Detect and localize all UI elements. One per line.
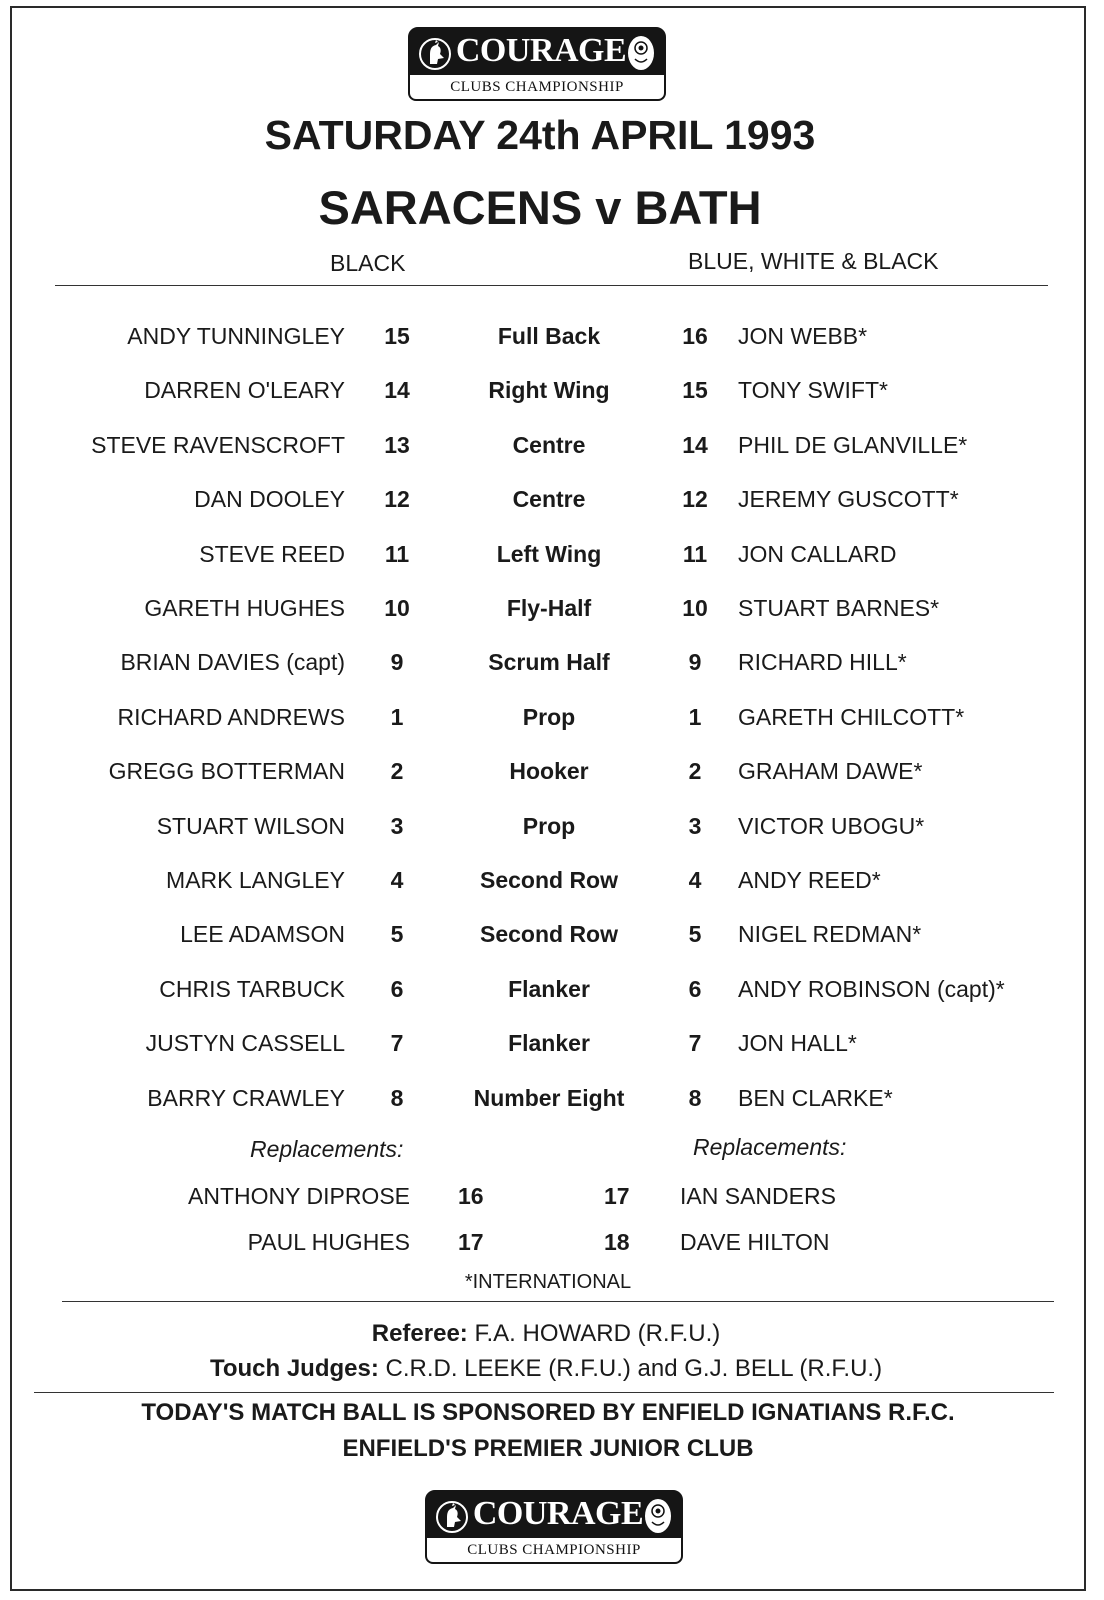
home-replacement-name: PAUL HUGHES [247,1229,410,1255]
away-player-number: 6 [688,976,702,1002]
away-player-number: 16 [682,323,708,349]
away-player-name: GARETH CHILCOTT* [738,704,965,730]
logo-subtitle: CLUBS CHAMPIONSHIP [408,75,666,101]
position-label: Second Row [479,921,618,947]
home-player-number: 7 [390,1030,404,1056]
international-footnote: *INTERNATIONAL [464,1271,632,1293]
away-player-name: JON WEBB* [738,323,868,349]
position-label: Second Row [479,867,618,893]
away-replacement-number: 18 [604,1229,630,1255]
home-player-number: 6 [390,976,404,1002]
away-replacements-label: Replacements: [693,1134,847,1160]
position-label: Scrum Half [488,649,610,675]
home-replacements-label: Replacements: [250,1136,404,1162]
position-label: Centre [512,432,586,458]
player-row [0,486,1080,516]
away-replacement-name: IAN SANDERS [680,1183,836,1209]
home-player-name: ANDY TUNNINGLEY [127,323,345,349]
player-row [0,649,1080,679]
courage-logo-top [408,27,666,101]
home-replacement-name: ANTHONY DIPROSE [188,1183,410,1209]
away-player-number: 5 [688,921,702,947]
home-player-name: MARK LANGLEY [166,867,345,893]
home-player-number: 3 [390,813,404,839]
away-player-name: ANDY ROBINSON (capt)* [738,976,1005,1002]
logo-banner [425,1490,683,1540]
home-player-number: 14 [384,377,410,403]
home-player-name: STEVE RAVENSCROFT [91,432,345,458]
player-row [0,377,1080,407]
courage-logo-bottom [425,1490,683,1564]
referee-label: Referee: [371,1320,468,1347]
home-player-name: RICHARD ANDREWS [117,704,345,730]
position-label: Centre [512,486,586,512]
logo-banner [408,27,666,77]
away-player-number: 12 [682,486,708,512]
home-player-number: 13 [384,432,410,458]
away-replacement-number: 17 [604,1183,630,1209]
player-row [0,921,1080,951]
away-player-number: 10 [682,595,708,621]
player-row [0,432,1080,462]
away-player-name: STUART BARNES* [738,595,940,621]
home-replacement-number: 16 [458,1183,484,1209]
home-player-number: 11 [384,541,410,567]
officials-divider [34,1392,1054,1393]
away-player-number: 14 [682,432,708,458]
home-player-number: 1 [390,704,404,730]
home-replacement-number: 17 [458,1229,484,1255]
home-player-number: 4 [390,867,404,893]
away-player-name: PHIL DE GLANVILLE* [738,432,968,458]
away-player-number: 7 [688,1030,702,1056]
player-row [0,1030,1080,1060]
home-player-name: BRIAN DAVIES (capt) [120,649,345,675]
home-player-name: LEE ADAMSON [180,921,345,947]
away-player-name: JON HALL* [738,1030,857,1056]
home-player-name: DAN DOOLEY [194,486,345,512]
home-player-name: CHRIS TARBUCK [159,976,345,1002]
home-player-number: 12 [384,486,410,512]
away-player-name: TONY SWIFT* [738,377,888,403]
touch-judges-names: C.R.D. LEEKE (R.F.U.) and G.J. BELL (R.F.U.) [385,1355,883,1382]
position-label: Flanker [508,976,590,1002]
cockerel-icon [435,1497,469,1537]
position-label: Left Wing [496,541,602,567]
away-replacement-name: DAVE HILTON [680,1229,830,1255]
logo-brand: COURAGE [472,1495,644,1532]
footnote-divider [62,1301,1054,1302]
home-player-name: STUART WILSON [156,813,345,839]
away-player-name: BEN CLARKE* [738,1085,893,1111]
away-player-name: RICHARD HILL* [738,649,907,675]
away-player-name: GRAHAM DAWE* [738,758,923,784]
away-player-number: 1 [688,704,702,730]
away-colours: BLUE, WHITE & BLACK [688,248,939,274]
player-row [0,541,1080,571]
header-divider [55,285,1048,286]
home-colours: BLACK [330,250,406,276]
home-player-number: 8 [390,1085,404,1111]
rose-icon [626,33,656,73]
player-row [0,595,1080,625]
position-label: Full Back [497,323,601,349]
fixture-title: SARACENS v BATH [318,181,762,234]
cockerel-icon [418,34,452,74]
away-player-number: 15 [682,377,708,403]
position-label: Prop [522,813,576,839]
match-date: SATURDAY 24th APRIL 1993 [264,112,816,158]
away-player-name: JEREMY GUSCOTT* [738,486,959,512]
home-player-name: JUSTYN CASSELL [145,1030,345,1056]
home-player-number: 2 [390,758,404,784]
player-row [0,323,1080,353]
sponsor-line-2: ENFIELD'S PREMIER JUNIOR CLUB [342,1435,754,1462]
position-label: Right Wing [488,377,610,403]
away-player-number: 9 [688,649,702,675]
rose-icon [643,1496,673,1536]
sponsor-line-1: TODAY'S MATCH BALL IS SPONSORED BY ENFIELD IGNATIANS R.F.C. [141,1399,955,1426]
player-row [0,867,1080,897]
position-label: Number Eight [473,1085,625,1111]
home-player-name: STEVE REED [199,541,345,567]
away-player-name: VICTOR UBOGU* [738,813,925,839]
position-label: Fly-Half [506,595,592,621]
touch-judges-label: Touch Judges: [209,1355,379,1382]
position-label: Flanker [508,1030,590,1056]
position-label: Hooker [509,758,589,784]
player-row [0,813,1080,843]
away-player-number: 4 [688,867,702,893]
position-label: Prop [522,704,576,730]
away-player-number: 8 [688,1085,702,1111]
away-player-name: NIGEL REDMAN* [738,921,922,947]
home-player-name: GREGG BOTTERMAN [108,758,345,784]
referee-line [0,1320,1092,1348]
player-row [0,1085,1080,1115]
home-player-number: 15 [384,323,410,349]
home-player-number: 9 [390,649,404,675]
home-player-name: DARREN O'LEARY [144,377,345,403]
player-row [0,704,1080,734]
away-player-number: 2 [688,758,702,784]
player-row [0,758,1080,788]
away-player-number: 3 [688,813,702,839]
away-player-number: 11 [682,541,708,567]
away-player-name: JON CALLARD [738,541,897,567]
logo-subtitle: CLUBS CHAMPIONSHIP [425,1538,683,1564]
touch-judges-line [0,1355,1092,1383]
page-border [10,6,1086,1591]
home-player-name: GARETH HUGHES [144,595,345,621]
home-player-name: BARRY CRAWLEY [147,1085,345,1111]
home-player-number: 5 [390,921,404,947]
player-row [0,976,1080,1006]
referee-name: F.A. HOWARD (R.F.U.) [474,1320,721,1347]
away-player-name: ANDY REED* [738,867,881,893]
home-player-number: 10 [384,595,410,621]
logo-brand: COURAGE [455,32,627,69]
